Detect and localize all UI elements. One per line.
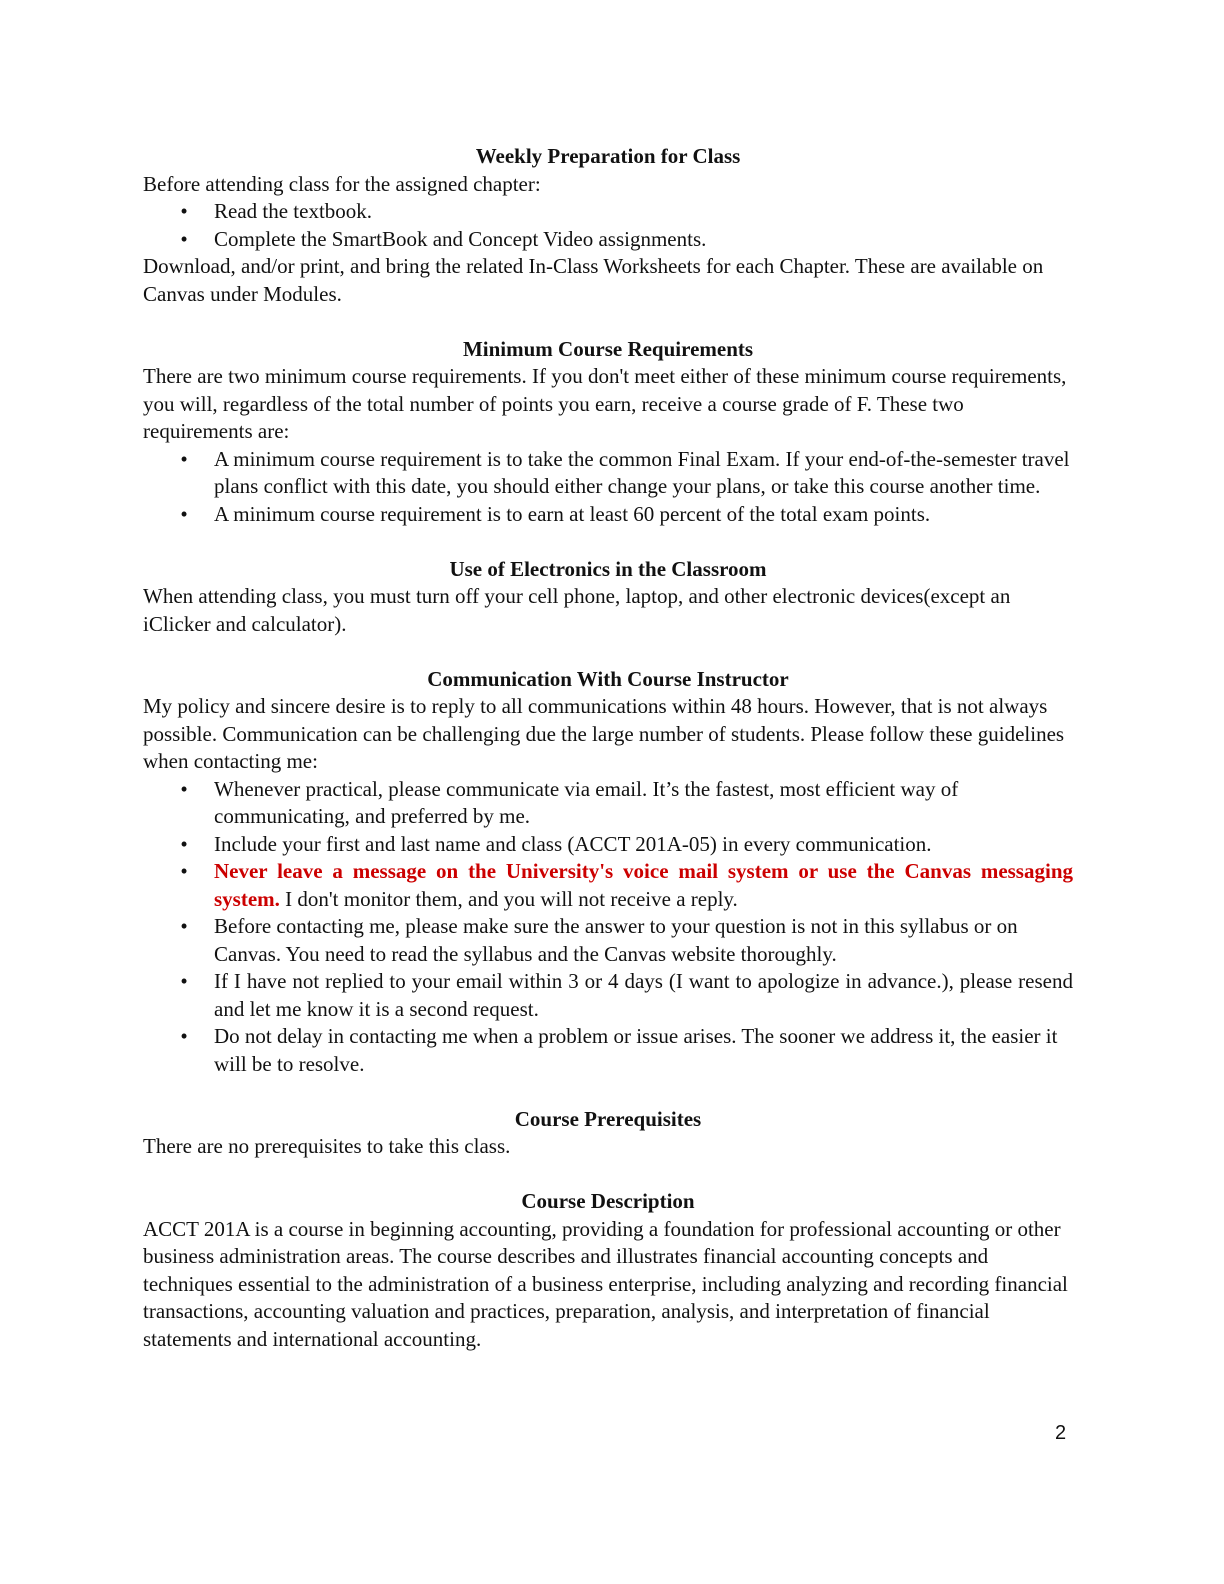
bullet-icon: • <box>180 969 188 993</box>
list-item: • A minimum course requirement is to take the common Final Exam. If your end-of-the-semester travel plans conflict with this date, you should either change your plans, or take this course another time. <box>180 446 1070 498</box>
bullet-icon: • <box>180 199 188 223</box>
paragraph: ACCT 201A is a course in beginning accounting, providing a foundation for professional accounting or other business administration areas. The course describes and illustrates financial accounting concepts and techniques essential to the administration of a business enterprise, including analyzing and recording financial transactions, accounting valuation and practices, preparation, analysis, and interpretation of financial statements and international accounting. <box>143 1216 1068 1351</box>
list-item: • Do not delay in contacting me when a problem or issue arises. The sooner we address it, the easier it will be to resolve. <box>180 1024 1058 1076</box>
section-heading: Course Description <box>521 1189 695 1213</box>
bullet-icon: • <box>180 859 188 883</box>
paragraph: My policy and sincere desire is to reply to all communications within 48 hours. However, that is not always possible. Communication can be challenging due the large number of students. Please follow these guidelines when contacting me: <box>143 694 1065 773</box>
bullet-icon: • <box>180 1024 188 1048</box>
section-communication <box>143 666 1073 1079</box>
bullet-icon: • <box>180 776 188 801</box>
section-description <box>143 1188 1073 1353</box>
section-minimum-requirements <box>143 336 1073 529</box>
section-heading: Course Prerequisites <box>514 1106 702 1131</box>
section-heading: Minimum Course Requirements <box>462 336 754 361</box>
list-item: • Whenever practical, please communicate via email. It’s the fastest, most efficient way of communicating, and preferred by me. <box>180 776 959 828</box>
bullet-list <box>143 198 1073 253</box>
page-number: 2 <box>1055 1422 1067 1444</box>
section-electronics <box>143 556 1073 639</box>
bullet-icon: • <box>180 914 188 938</box>
document-page <box>143 143 1073 1381</box>
bullet-icon: • <box>180 831 188 856</box>
paragraph: There are no prerequisites to take this class. <box>143 1134 511 1158</box>
bullet-list <box>143 776 1073 1079</box>
bullet-icon: • <box>180 446 188 471</box>
bullet-icon: • <box>180 501 188 526</box>
warning-text: Never leave a message on the University's voice mail system or use the Canvas messaging system. <box>214 859 1073 911</box>
section-weekly-preparation <box>143 143 1073 308</box>
list-item: • A minimum course requirement is to earn at least 60 percent of the total exam points. <box>143 501 1073 529</box>
bullet-list <box>143 446 1073 529</box>
list-item: • Read the textbook. <box>143 198 1073 226</box>
paragraph: Before attending class for the assigned chapter: <box>143 171 541 196</box>
section-heading: Weekly Preparation for Class <box>475 144 741 168</box>
list-item: • If I have not replied to your email within 3 or 4 days (I want to apologize in advance.), please resend and let me know it is a second request. <box>180 969 1073 1021</box>
paragraph: There are two minimum course requirements. If you don't meet either of these minimum course requirements, you will, regardless of the total number of points you earn, receive a course grade of F. These two requirements are: <box>143 364 1067 443</box>
paragraph: Download, and/or print, and bring the related In-Class Worksheets for each Chapter. These are available on Canvas under Modules. <box>143 254 1044 306</box>
section-heading: Use of Electronics in the Classroom <box>449 556 767 581</box>
section-prerequisites <box>143 1106 1073 1161</box>
list-item: • Before contacting me, please make sure the answer to your question is not in this syllabus or on Canvas. You need to read the syllabus and the Canvas website thoroughly. <box>180 914 1018 966</box>
list-item: • Complete the SmartBook and Concept Video assignments. <box>143 226 1073 254</box>
paragraph: When attending class, you must turn off your cell phone, laptop, and other electronic devices(except an iClicker and calculator). <box>143 584 1011 636</box>
list-item: • Include your first and last name and class (ACCT 201A-05) in every communication. <box>143 831 1073 859</box>
section-heading: Communication With Course Instructor <box>427 666 789 691</box>
bullet-icon: • <box>180 226 188 251</box>
list-item-warning: • Never leave a message on the University's voice mail system or use the Canvas messaging system. I don't monitor them, and you will not receive a reply. <box>180 859 1073 911</box>
